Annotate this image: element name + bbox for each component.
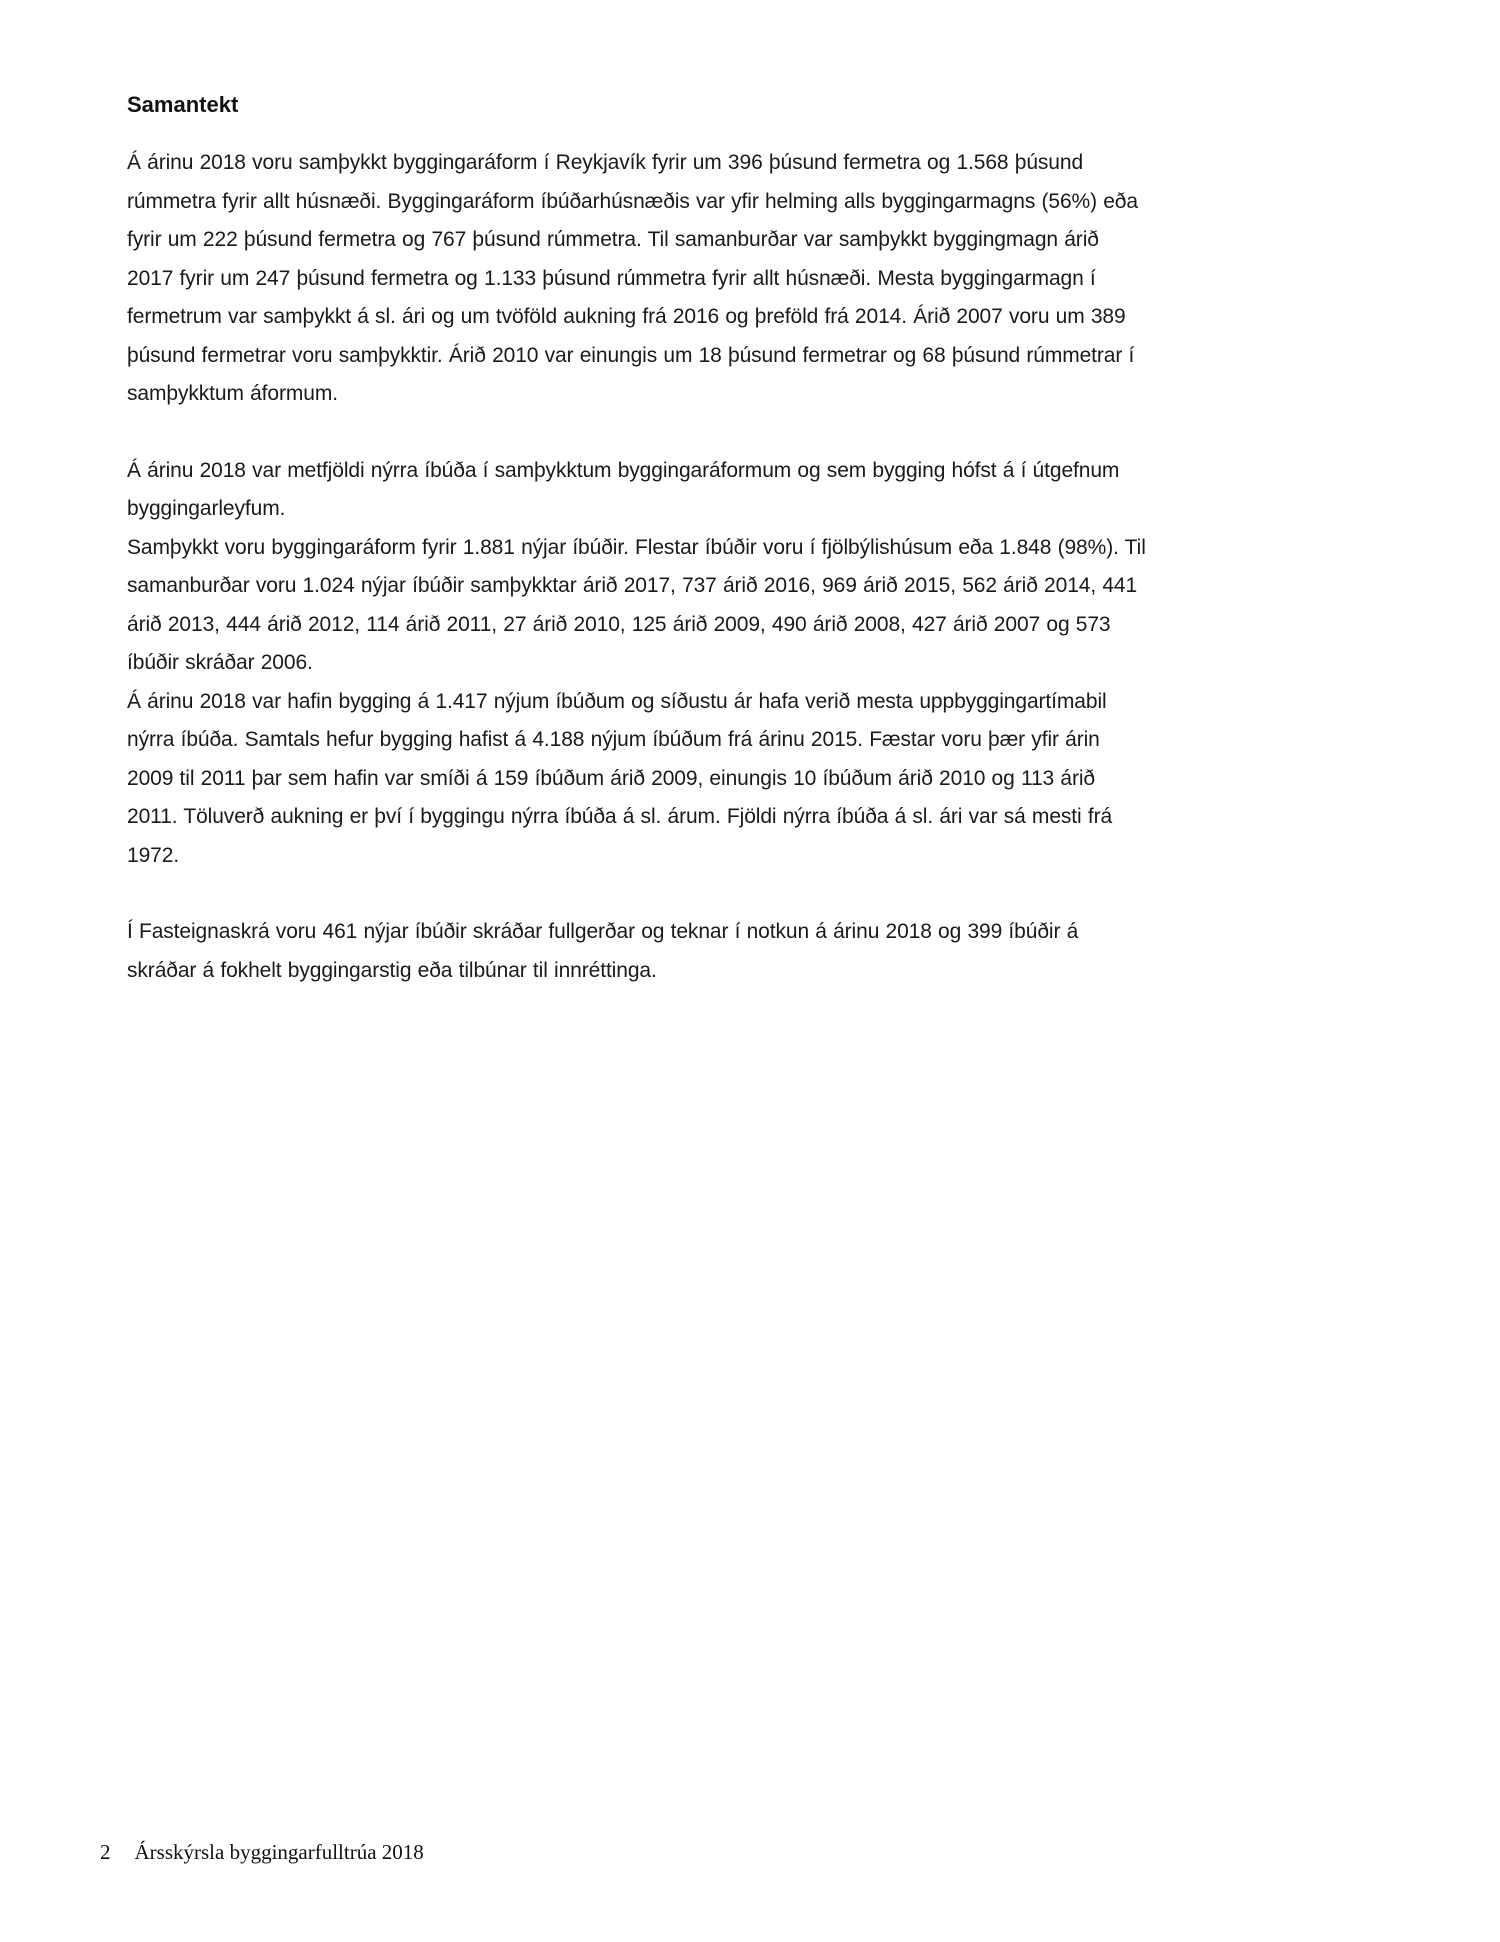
paragraph-block [127, 913, 1149, 990]
document-body [127, 86, 1149, 1028]
paragraph-block [127, 452, 1149, 876]
paragraph-block [127, 144, 1149, 414]
paragraph: Á árinu 2018 var metfjöldi nýrra íbúða í samþykktum byggingaráformum og sem bygging hófst á í útgefnum byggingarleyfum. [127, 458, 1120, 520]
paragraph: Á árinu 2018 voru samþykkt byggingaráform í Reykjavík fyrir um 396 þúsund fermetra og 1.568 þúsund rúmmetra fyrir allt húsnæði. Byggingaráform íbúðarhúsnæðis var yfir helming alls byggingarmagns (56%) eða fyrir um 222 þúsund fermetra og 767 þúsund rúmmetra. Til samanburðar var samþykkt byggingmagn árið 2017 fyrir um 247 þúsund fermetra og 1.133 þúsund rúmmetra fyrir allt húsnæði. Mesta byggingarmagn í fermetrum var samþykkt á sl. ári og um tvöföld aukning frá 2016 og þreföld frá 2014. Árið 2007 voru um 389 þúsund fermetrar voru samþykktir. Árið 2010 var einungis um 18 þúsund fermetrar og 68 þúsund rúmmetrar í samþykktum áformum. [127, 151, 1138, 405]
footer-page-number: 2 [100, 1840, 111, 1864]
footer-report-title: Ársskýrsla byggingarfulltrúa 2018 [134, 1840, 424, 1864]
page-footer [100, 1840, 424, 1865]
section-heading: Samantekt [127, 92, 239, 117]
paragraph: Í Fasteignaskrá voru 461 nýjar íbúðir skráðar fullgerðar og teknar í notkun á árinu 2018 og 399 íbúðir á skráðar á fokhelt byggingarstig eða tilbúnar til innréttinga. [127, 920, 1079, 982]
paragraph: Á árinu 2018 var hafin bygging á 1.417 nýjum íbúðum og síðustu ár hafa verið mesta uppbyggingartímabil nýrra íbúða. Samtals hefur bygging hafist á 4.188 nýjum íbúðum frá árinu 2015. Fæstar voru þær yfir árin 2009 til 2011 þar sem hafin var smíði á 159 íbúðum árið 2009, einungis 10 íbúðum árið 2010 og 113 árið 2011. Töluverð aukning er því í byggingu nýrra íbúða á sl. árum. Fjöldi nýrra íbúða á sl. ári var sá mesti frá 1972. [127, 689, 1113, 867]
paragraph: Samþykkt voru byggingaráform fyrir 1.881 nýjar íbúðir. Flestar íbúðir voru í fjölbýlishúsum eða 1.848 (98%). Til samanburðar voru 1.024 nýjar íbúðir samþykktar árið 2017, 737 árið 2016, 969 árið 2015, 562 árið 2014, 441 árið 2013, 444 árið 2012, 114 árið 2011, 27 árið 2010, 125 árið 2009, 490 árið 2008, 427 árið 2007 og 573 íbúðir skráðar 2006. [127, 535, 1146, 674]
